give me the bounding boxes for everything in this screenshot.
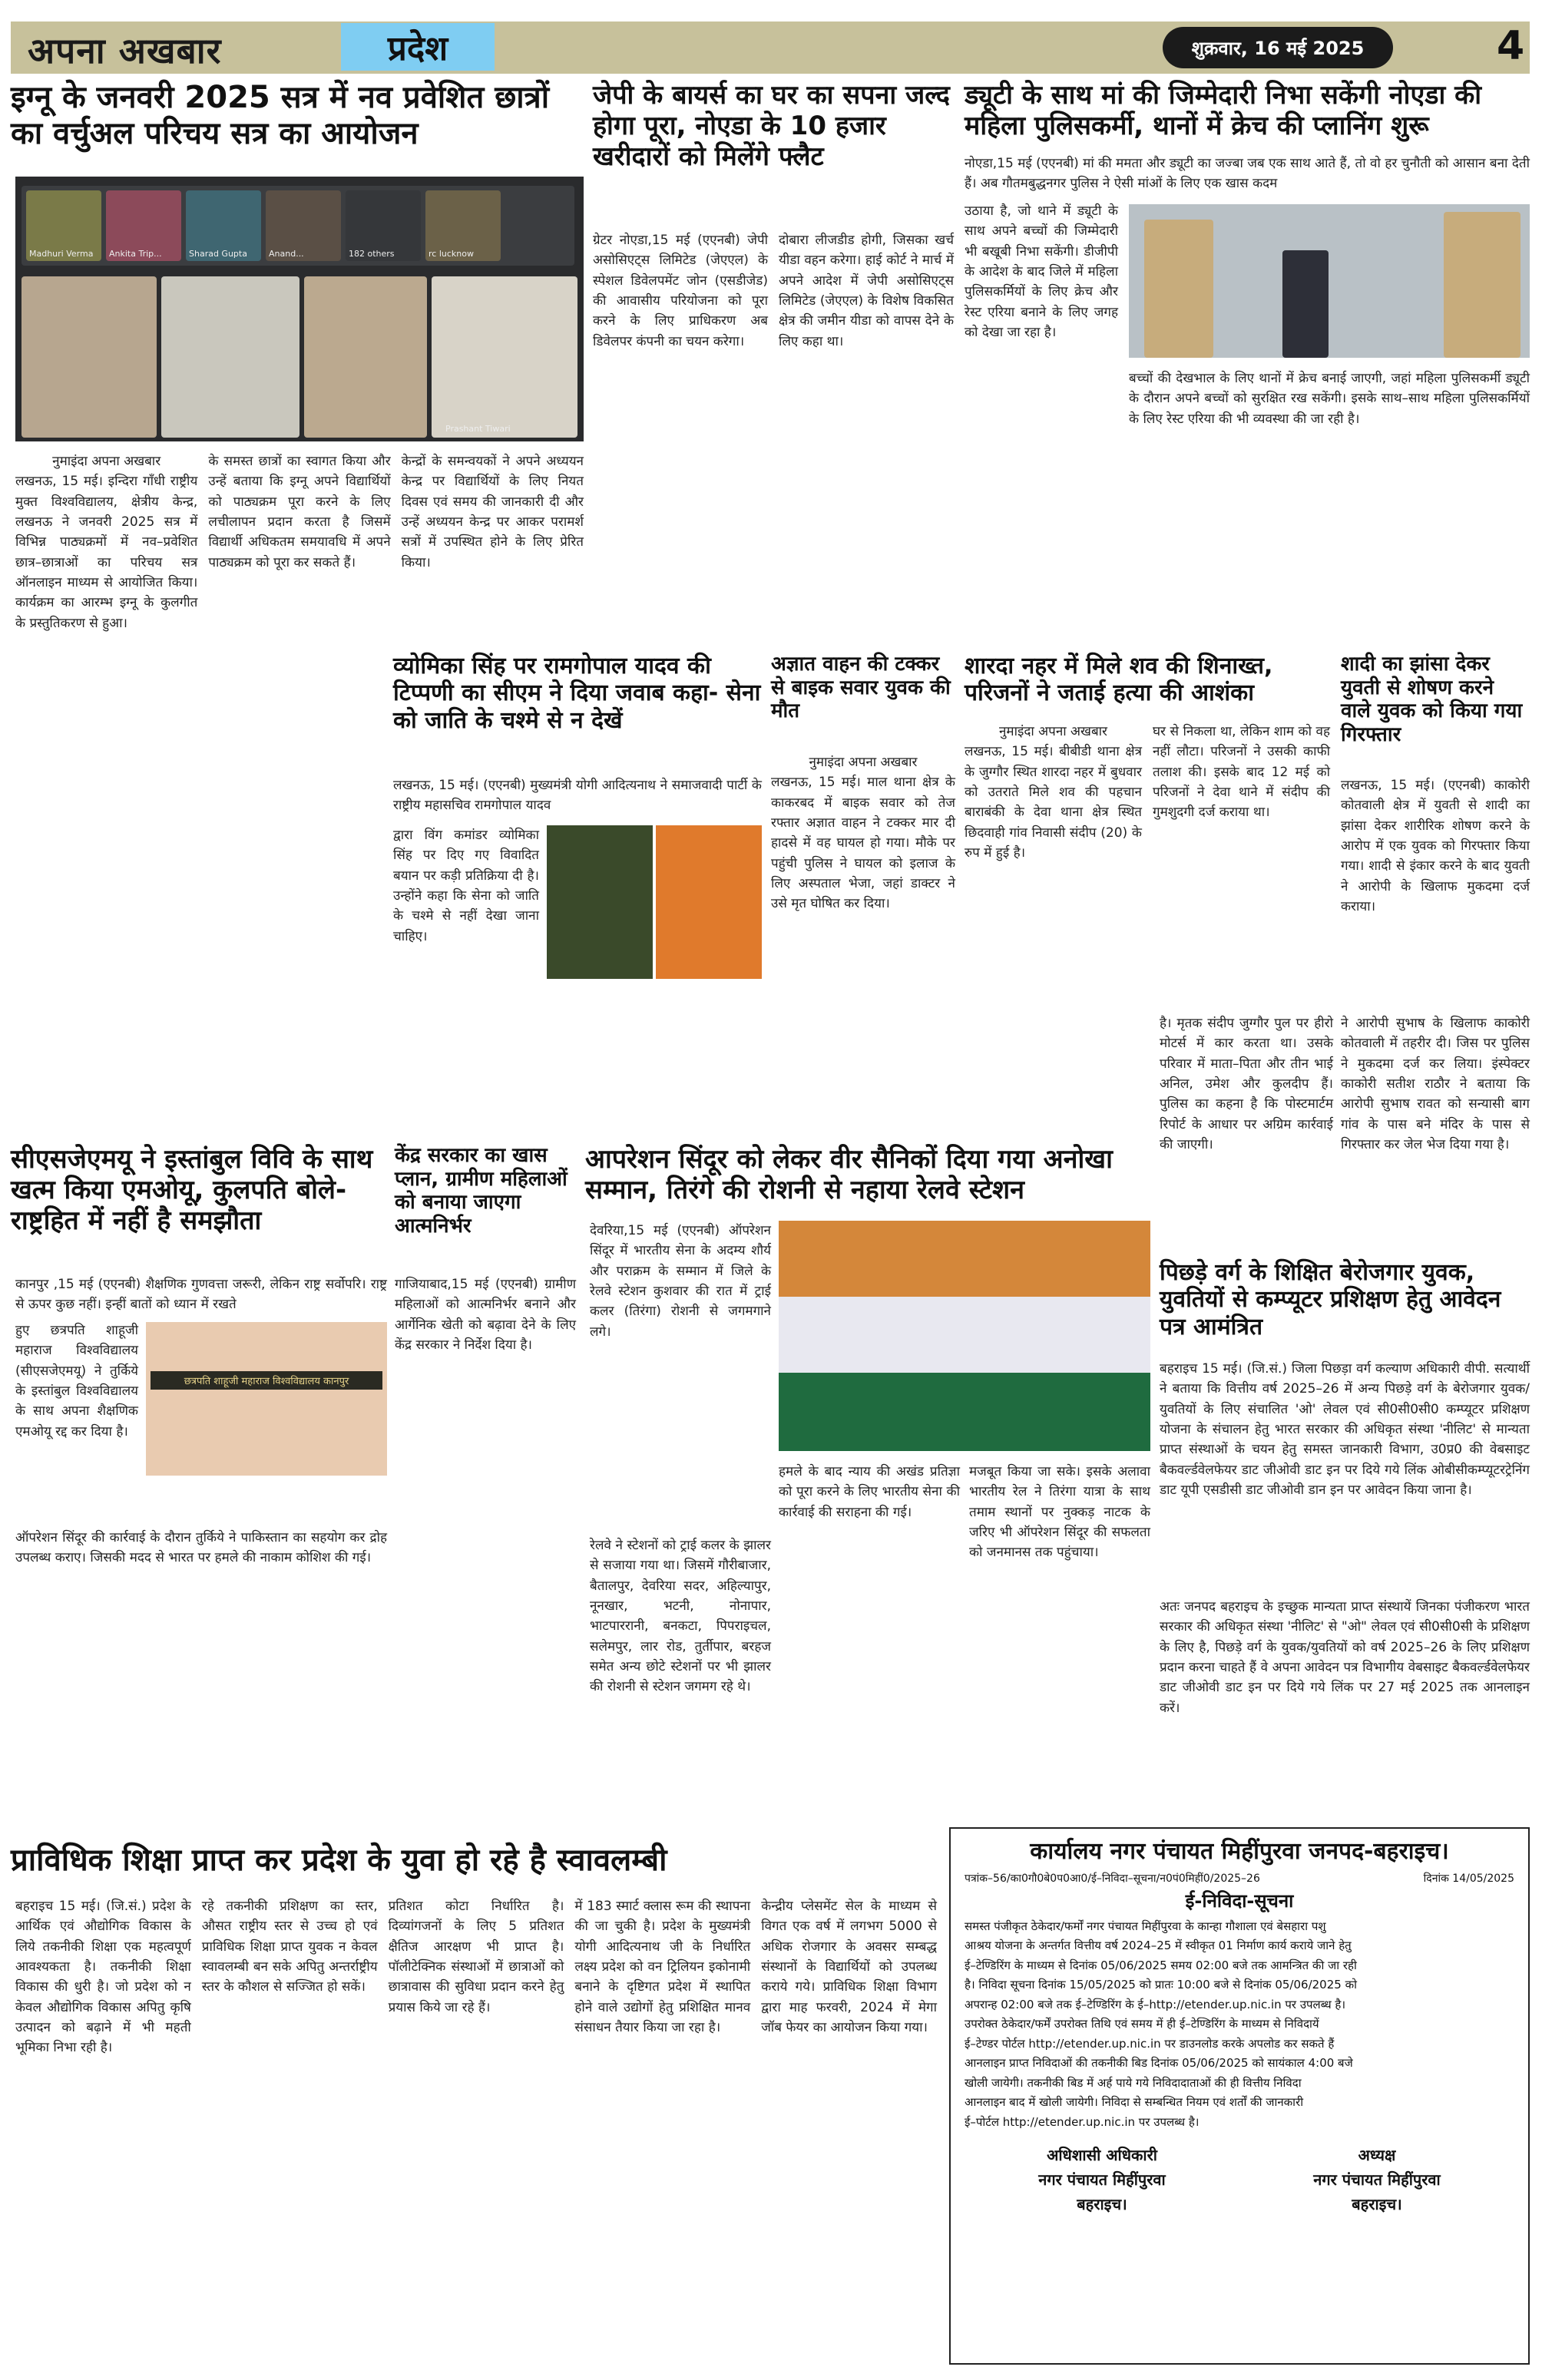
participant-label: Ankita Trip... xyxy=(109,249,162,259)
article-sindoor xyxy=(585,1144,1150,1205)
signatory-left-title: अधिशासी अधिकारी xyxy=(1047,2146,1157,2165)
body-text: ने आरोपी सुभाष के खिलाफ काकोरी कोतवाली में तहरीर दी। जिस पर पुलिस ने मुकदमा दर्ज कर लिया। इंस्पेक्टर काकोरी सतीश राठौर ने बताया कि आरोपी सुभाष रावत को सन्यासी बाग गांव के पास बने मंदिर के पास से गिरफ्तार कर जेल भेज दिया गया है। xyxy=(1341,1016,1530,1153)
notice-line: आनलाइन बाद में खोली जायेगी। निविदा से सम्बन्धित नियम एवं शर्तों की जानकारी xyxy=(965,2095,1304,2110)
article-noida xyxy=(965,80,1530,141)
body-text: दोबारा लीजडीड होगी, जिसका खर्च यीडा वहन करेगा। हाई कोर्ट ने मार्च में अपने आदेश में जेपी असोसिएट्स लिमिटेड (जेएएल) के विशेष विकसित क्षेत्र की जमीन यीडा को वापस देने के लिए कहा था। xyxy=(779,233,954,349)
article-sharda xyxy=(965,653,1330,707)
headline: शारदा नहर में मिले शव की शिनाख्त, परिजनों ने जताई हत्या की आशंका xyxy=(965,653,1273,707)
notice-line: ई–टेण्डर पोर्टल http://etender.up.nic.in पर डाउनलोड करके अपलोड कर सकते हैं xyxy=(965,2036,1335,2051)
article-arrest xyxy=(1341,653,1530,747)
photo-tricolor-station xyxy=(779,1221,1150,1451)
headline: प्राविधिक शिक्षा प्राप्त कर प्रदेश के युवा हो रहे है स्वावलम्बी xyxy=(11,1843,667,1878)
photo-yogi-adityanath xyxy=(656,825,762,979)
body-text: है। मृतक संदीप जुग्गौर पुल पर हीरो मोटर्स में कार करता था। उसके परिवार में माता–पिता और तीन भाई अनिल, उमेश और कुलदीप हैं। पुलिस का कहना है कि पोस्टमार्टम रिपोर्ट के आधार पर अग्रिम कार्रवाई की जाएगी। xyxy=(1160,1016,1333,1153)
article-csjmu xyxy=(11,1144,387,1236)
article-rural xyxy=(395,1144,576,1238)
notice-date: दिनांक 14/05/2025 xyxy=(1423,1873,1514,1886)
headline: अज्ञात वाहन की टक्कर से बाइक सवार युवक की मौत xyxy=(771,653,951,723)
gate-sign: छत्रपति शाहूजी महाराज विश्वविद्यालय कानपुर xyxy=(151,1371,382,1390)
notice-line: ई–टेण्डिरिंग के माध्यम से दिनांक 05/06/2025 समय 02:00 बजे तक आमन्त्रित की जा रही xyxy=(965,1958,1357,1972)
headline: आपरेशन सिंदूर को लेकर वीर सैनिकों दिया गया अनोखा सम्मान, तिरंगे की रोशनी से नहाया रेलवे स्टेशन xyxy=(585,1144,1113,1206)
body-text: में 183 स्मार्ट क्लास रूम की स्थापना की जा चुकी है। प्रदेश के मुख्यमंत्री योगी आदित्यनाथ जी के निर्धारित लक्ष्य प्रदेश को वन ट्रिलियन इकोनामी बनाने के दृष्टिगत प्रदेश में स्थापित होने वाले उद्योगों हेतु प्रशिक्षित मानव संसाधन तैयार किया जा रहा है। xyxy=(574,1899,751,2036)
body-text: नोएडा,15 मई (एएनबी) मां की ममता और ड्यूटी का जज्बा जब एक साथ आते हैं, तो वो हर चुनौती को आसान बना देती हैं। अब गौतमबुद्धनगर पुलिस ने ऐसी मांओं के लिए एक खास कदम xyxy=(965,156,1530,192)
body-text: लखनऊ, 15 मई। (एएनबी) काकोरी कोतवाली क्षेत्र में युवती से शादी का झांसा देकर शारीरिक शोषण करने के आरोप में एक युवक को गिरफ्तार किया गया। शादी से इंकार करने के बाद युवती ने आरोपी के खिलाफ मुकदमा दर्ज कराया। xyxy=(1341,778,1530,915)
page-number: 4 xyxy=(1497,23,1525,69)
body-text: प्रतिशत कोटा निर्धारित है। दिव्यांगजनों के लिए 5 प्रतिशत क्षैतिज आरक्षण भी प्राप्त है। पॉलीटेक्निक संस्थाओं में छात्राओं को छात्रावास की सुविधा प्रदान करने हेतु प्रयास किये जा रहे हैं। xyxy=(388,1899,564,2015)
body-text: हमले के बाद न्याय की अखंड प्रतिज्ञा को पूरा करने के लिए भारतीय सेना की कार्रवाई की सराहना की गई। xyxy=(779,1464,960,1520)
byline: नुमाइंदा अपना अखबार xyxy=(809,755,918,770)
notice-line: अपरान्ह 02:00 बजे तक ई–टेण्डिरिंग के ई–http://etender.up.nic.in पर उपलब्ध है। xyxy=(965,1997,1346,2011)
body-text: के समस्त छात्रों का स्वागत किया और उन्हें बताया कि इग्नू अपने विद्यार्थियों को पाठ्यक्रम पूरा करने के लिए लचीलापन प्रदान करता है जिसमें विद्यार्थी अधिकतम समयावधि में अपने पाठ्यक्रम को पूरा कर सकते हैं। xyxy=(208,454,391,570)
participant-label: Sharad Gupta xyxy=(189,249,247,259)
tender-notice xyxy=(949,1827,1530,2365)
notice-line: उपरोक्त ठेकेदार/फर्में उपरोक्त तिथि एवं समय में ही ई–टेण्डिरिंग के माध्यम से निविदायें xyxy=(965,2017,1319,2031)
photo-police-officers xyxy=(1129,204,1530,358)
ignou-body xyxy=(15,451,584,633)
headline: जेपी के बायर्स का घर का सपना जल्द होगा पूरा, नोएडा के 10 हजार खरीदारों को मिलेंगे फ्लैट xyxy=(593,80,950,173)
participant-label: 182 others xyxy=(349,249,395,259)
notice-line: है। निविदा सूचना दिनांक 15/05/2025 को प्रातः 10:00 बजे से दिनांक 05/06/2025 को xyxy=(965,1978,1357,1992)
signatory-right xyxy=(1313,2143,1441,2216)
notice-line: आश्रय योजना के अन्तर्गत वित्तीय वर्ष 2024–25 में स्वीकृत 01 निर्माण कार्य कराये जाने हेतु xyxy=(965,1939,1352,1953)
body-text: मजबूत किया जा सके। इसके अलावा भारतीय रेल ने तिरंगा यात्रा के साथ तमाम स्थानों पर नुक्कड़ नाटक के जरिए भी ऑपरेशन सिंदूर की सफलता को जनमानस तक पहुंचाया। xyxy=(969,1464,1150,1561)
body-text: रेलवे ने स्टेशनों को ट्राई कलर के झालर से सजाया गया था। जिसमें गौरीबाजार, बैतालपुर, देवरिया सदर, अहिल्यापुर, नूनखार, भटनी, नोनापार, भाटपाररानी, बनकटा, पिपराइचल, सलेमपुर, लार रोड, तुर्तीपार, बरहज समेत अन्य छोटे स्टेशनों पर भी झालर की रोशनी से स्टेशन जगमग रहे थे। xyxy=(590,1538,771,1695)
notice-title: कार्यालय नगर पंचायत मिहींपुरवा जनपद-बहराइच। xyxy=(1030,1838,1449,1865)
participant-label: Anand... xyxy=(269,249,304,259)
signatory-right-title: अध्यक्ष xyxy=(1358,2146,1396,2165)
body-text: गाजियाबाद,15 मई (एएनबी) ग्रामीण महिलाओं को आत्मनिर्भर बनाने और आर्गेनिक खेती को बढ़ावा देने के लिए केंद्र सरकार ने निर्देश दिया है। xyxy=(395,1277,576,1354)
signatory-right-office: नगर पंचायत मिहींपुरवा xyxy=(1313,2170,1441,2190)
article-jp xyxy=(593,80,954,172)
body-text: कानपुर ,15 मई (एएनबी) शैक्षणिक गुणवत्ता जरूरी, लेकिन राष्ट्र सर्वोपरि। राष्ट्र से ऊपर कुछ नहीं। इन्हीं बातों को ध्यान में रखते xyxy=(15,1277,387,1313)
photo-ramgopal-yadav xyxy=(547,825,653,979)
photo-university-gate xyxy=(146,1322,387,1476)
body-text: लखनऊ, 15 मई। (एएनबी) मुख्यमंत्री योगी आदित्यनाथ ने समाजवादी पार्टी के राष्ट्रीय महासचिव रामगोपाल यादव xyxy=(393,778,762,814)
notice-line: खोली जायेगी। तकनीकी बिड में अर्ह पाये गये निविदादाताओं की ही वित्तीय निविदा xyxy=(965,2075,1302,2090)
notice-line: समस्त पंजीकृत ठेकेदार/फर्मों नगर पंचायत मिहींपुरवा के कान्हा गौशाला एवं बेसहारा पशु xyxy=(965,1919,1326,1933)
body-text: बहराइच 15 मई। (जि.सं.) जिला पिछड़ा वर्ग कल्याण अधिकारी वीपी. सत्यार्थी ने बताया कि वित्तीय वर्ष 2025–26 में अन्य पिछड़े वर्ग के बेरोजगार युवक/युवतियों के लिए संचालित 'ओ' लेवल एवं सी0सी0सी0 कम्प्यूटर प्रशिक्षण योजना के संचालन हेतु भारत सरकार की अधिकृत संस्था 'नीलिट' से मान्यता प्राप्त संस्थाओं के चयन हेतु समस्त जानकारी विभाग, उ0प्र0 की वेबसाइट बैकवर्ल्डवेलफेयर डाट जीओवी डाट इन पर दिये गये लिंक ओबीसीकम्प्यूटरट्रेनिंग डाट यूपी एसडीसी डाट जीओवी डान इन पर आवेदन किया जाना है। xyxy=(1160,1361,1530,1499)
article-ignou xyxy=(11,80,579,152)
body-text: द्वारा विंग कमांडर व्योमिका सिंह पर दिए गए विवादित बयान पर कड़ी प्रतिक्रिया दी है। उन्होंने कहा कि सेना को जाति के चश्मे से नहीं देखा जाना चाहिए। xyxy=(393,828,539,944)
signatory-left xyxy=(1038,2143,1166,2216)
notice-ref: पत्रांक–56/का0गौ0बे0प0आ0/ई–निविदा–सूचना/न0पं0मिहीं0/2025–26 xyxy=(965,1873,1260,1886)
body-text: बच्चों की देखभाल के लिए थानों में क्रेच बनाई जाएगी, जहां महिला पुलिसकर्मी ड्यूटी के दौरान अपने बच्चों को सुरक्षित रख सकेंगी। इसके साथ–साथ महिला पुलिसकर्मियों के लिए रेस्ट एरिया की भी व्यवस्था की जा रही है। xyxy=(1129,371,1530,427)
body-text: ग्रेटर नोएडा,15 मई (एएनबी) जेपी असोसिएट्स लिमिटेड (जेएएल) के स्पेशल डिवेलपमेंट जोन (एसडीजेड) की आवासीय परियोजना को पूरा करने के लिए प्राधिकरण अब डिवेलपर कंपनी का चयन करेगा। xyxy=(593,233,768,349)
technical-body xyxy=(15,1896,937,2058)
date-pill: शुक्रवार, 16 मई 2025 xyxy=(1163,27,1393,68)
body-text: लखनऊ, 15 मई। इन्दिरा गाँधी राष्ट्रीय मुक्त विश्वविद्यालय, क्षेत्रीय केन्द्र, लखनऊ ने जनवरी 2025 सत्र में विभिन्न पाठ्यक्रमों में नव–प्रवेशित छात्र–छात्राओं का परिचय सत्र ऑनलाइन माध्यम से आयोजित किया। कार्यक्रम का आरम्भ इग्नू के कुलगीत के प्रस्तुतिकरण से हुआ। xyxy=(15,474,198,631)
body-text: लखनऊ, 15 मई। माल थाना क्षेत्र के काकरबद में बाइक सवार को तेज रफ्तार अज्ञात वाहन ने टक्कर मार दी हादसे में वह घायल हो गया। मौके पर पहुंची पुलिस ने घायल को इलाज के लिए अस्पताल भेजा, जहां डाक्टर ने उसे मृत घोषित कर दिया। xyxy=(771,775,955,912)
signatory-left-office: नगर पंचायत मिहींपुरवा xyxy=(1038,2170,1166,2190)
notice-line: आनलाइन प्राप्त निविदाओं की तकनीकी बिड दिनांक 05/06/2025 को सायंकाल 4:00 बजे xyxy=(965,2056,1353,2071)
sharda-body xyxy=(965,722,1330,863)
headline: पिछड़े वर्ग के शिक्षित बेरोजगार युवक, युवतियों से कम्प्यूटर प्रशिक्षण हेतु आवेदन पत्र आमंत्रित xyxy=(1160,1259,1501,1340)
body-text: रहे तकनीकी प्रशिक्षण का स्तर, औसत राष्ट्रीय स्तर से उच्च हो एवं प्राविधिक शिक्षा प्राप्त युवक न केवल स्वावलम्बी बन सके अपितु अन्तर्राष्ट्रीय स्तर के कौशल से सज्जित हो सकें। xyxy=(201,1899,378,1995)
body-text: उठाया है, जो थाने में ड्यूटी के साथ अपने बच्चों की जिम्मेदारी भी बखूबी निभा सकेंगी। डीजीपी के आदेश के बाद जिले में महिला पुलिसकर्मियों के लिए क्रेच और रेस्ट एरिया बनाने के लिए जगह को देखा जा रहा है। xyxy=(965,203,1118,341)
body-text: केन्द्रीय प्लेसमेंट सेल के माध्यम से विगत एक वर्ष में लगभग 5000 से अधिक रोजगार के अवसर सम्बद्ध संस्थानों के विद्यार्थियों को उपलब्ध कराये गये। प्राविधिक शिक्षा विभाग द्वारा माह फरवरी, 2024 में मेगा जॉब फेयर का आयोजन किया गया। xyxy=(761,1899,937,2036)
byline: नुमाइंदा अपना अखबार xyxy=(52,454,161,469)
headline: केंद्र सरकार का खास प्लान, ग्रामीण महिलाओं को बनाया जाएगा आत्मनिर्भर xyxy=(395,1144,567,1238)
article-obc xyxy=(1160,1259,1530,1340)
body-text: लखनऊ, 15 मई। बीबीडी थाना क्षेत्र के जुग्गौर स्थित शारदा नहर में बुधवार को उतराते मिले शव की पहचान बाराबंकी के देवा थाना क्षेत्र स्थित छिदवाही गांव निवासी संदीप (20) के रुप में हुई है। xyxy=(965,744,1142,861)
article-accident xyxy=(771,653,955,723)
body-text: अतः जनपद बहराइच के इच्छुक मान्यता प्राप्त संस्थायें जिनका पंजीकरण भारत सरकार की अधिकृत संस्था 'नीलिट' से "ओ" लेवल एवं सी0सी0सी के प्रशिक्षण के लिए है, पिछड़े वर्ग के युवक/युवतियों को वर्ष 2025–26 के लिए प्रशिक्षण प्रदान करना चाहते हैं वे अपना आवेदन पत्र विभागीय वेबसाइट बैकवर्ल्डवेलफेयर डाट जीओवी डाट इन पर दिये गये लिंक पर 27 मई 2025 तक आनलाइन करें। xyxy=(1160,1599,1530,1716)
signatory-left-place: बहराइच। xyxy=(1077,2195,1127,2214)
body-text: हुए छत्रपति शाहूजी महाराज विश्वविद्यालय (सीएसजेएमयू) ने तुर्किये के इस्तांबुल विश्वविद्यालय के साथ अपना शैक्षणिक एमओयू रद्द कर दिया है। xyxy=(15,1323,138,1440)
headline: शादी का झांसा देकर युवती से शोषण करने वाले युवक को किया गया गिरफ्तार xyxy=(1341,653,1523,747)
body-text: केन्द्रों के समन्वयकों ने अपने अध्ययन केन्द्र पर विद्यार्थियों के लिए नियत दिवस एवं समय की जानकारी दी और उन्हें अध्ययन केन्द्र पर आकर परामर्श सत्रों में उपस्थित होने के लिए प्रेरित किया। xyxy=(401,454,584,570)
section-label: प्रदेश xyxy=(341,23,495,71)
byline: नुमाइंदा अपना अखबार xyxy=(998,724,1108,739)
article-technical xyxy=(11,1843,940,1879)
newspaper-brand: अपना अखबार xyxy=(28,30,222,71)
headline: व्योमिका सिंह पर रामगोपाल यादव की टिप्पणी का सीएम ने दिया जवाब कहा- सेना को जाति के चश्मे से न देखें xyxy=(393,653,761,734)
masthead xyxy=(11,21,1530,74)
body-text: ऑपरेशन सिंदूर की कार्रवाई के दौरान तुर्किये ने पाकिस्तान का सहयोग कर द्रोह उपलब्ध कराए। जिसकी मदद से भारत पर हमले की नाकाम कोशिश की गई। xyxy=(15,1530,387,1566)
notice-line: ई–पोर्टल http://etender.up.nic.in पर उपलब्ध है। xyxy=(965,2114,1200,2129)
signatory-right-place: बहराइच। xyxy=(1352,2195,1402,2214)
article-vyomika xyxy=(393,653,762,734)
participant-label: rc lucknow xyxy=(429,249,474,259)
headline: ड्यूटी के साथ मां की जिम्मेदारी निभा सकेंगी नोएडा की महिला पुलिसकर्मी, थानों में क्रेच की प्लानिंग शुरू xyxy=(965,80,1482,142)
headline: सीएसजेएमयू ने इस्तांबुल विवि के साथ खत्म किया एमओयू, कुलपति बोले- राष्ट्रहित में नहीं है समझौता xyxy=(11,1144,373,1237)
headline: इग्नू के जनवरी 2025 सत्र में नव प्रवेशित छात्रों का वर्चुअल परिचय सत्र का आयोजन xyxy=(11,80,550,152)
photo-video-call xyxy=(15,177,584,441)
body-text: देवरिया,15 मई (एएनबी) ऑपरेशन सिंदूर में भारतीय सेना के अदम्य शौर्य और पराक्रम के सम्मान में जिले के रेलवे स्टेशन कुशवार की रात में ट्राई कलर (तिरंगा) रोशनी से जगमगाने लगे। xyxy=(590,1223,771,1340)
participant-label: Prashant Tiwari xyxy=(445,424,511,434)
jp-body xyxy=(593,230,954,352)
notice-subtitle: ई-निविदा-सूचना xyxy=(1185,1890,1294,1912)
participant-label: Madhuri Verma xyxy=(29,249,94,259)
body-text: घर से निकला था, लेकिन शाम को वह नहीं लौटा। परिजनों ने उसकी काफी तलाश की। इसके बाद 12 मई को परिजनों ने देवा थाने में संदीप की गुमशुदगी दर्ज कराया था। xyxy=(1153,724,1330,821)
body-text: बहराइच 15 मई। (जि.सं.) प्रदेश के आर्थिक एवं औद्योगिक विकास के लिये तकनीकी शिक्षा एक महत्वपूर्ण आवश्यकता है। तकनीकी शिक्षा विकास की धुरी है। जो प्रदेश को न केवल औद्योगिक विकास अपितु कृषि उत्पादन को बढ़ाने में भी महती भूमिका निभा रही है। xyxy=(15,1899,191,2056)
